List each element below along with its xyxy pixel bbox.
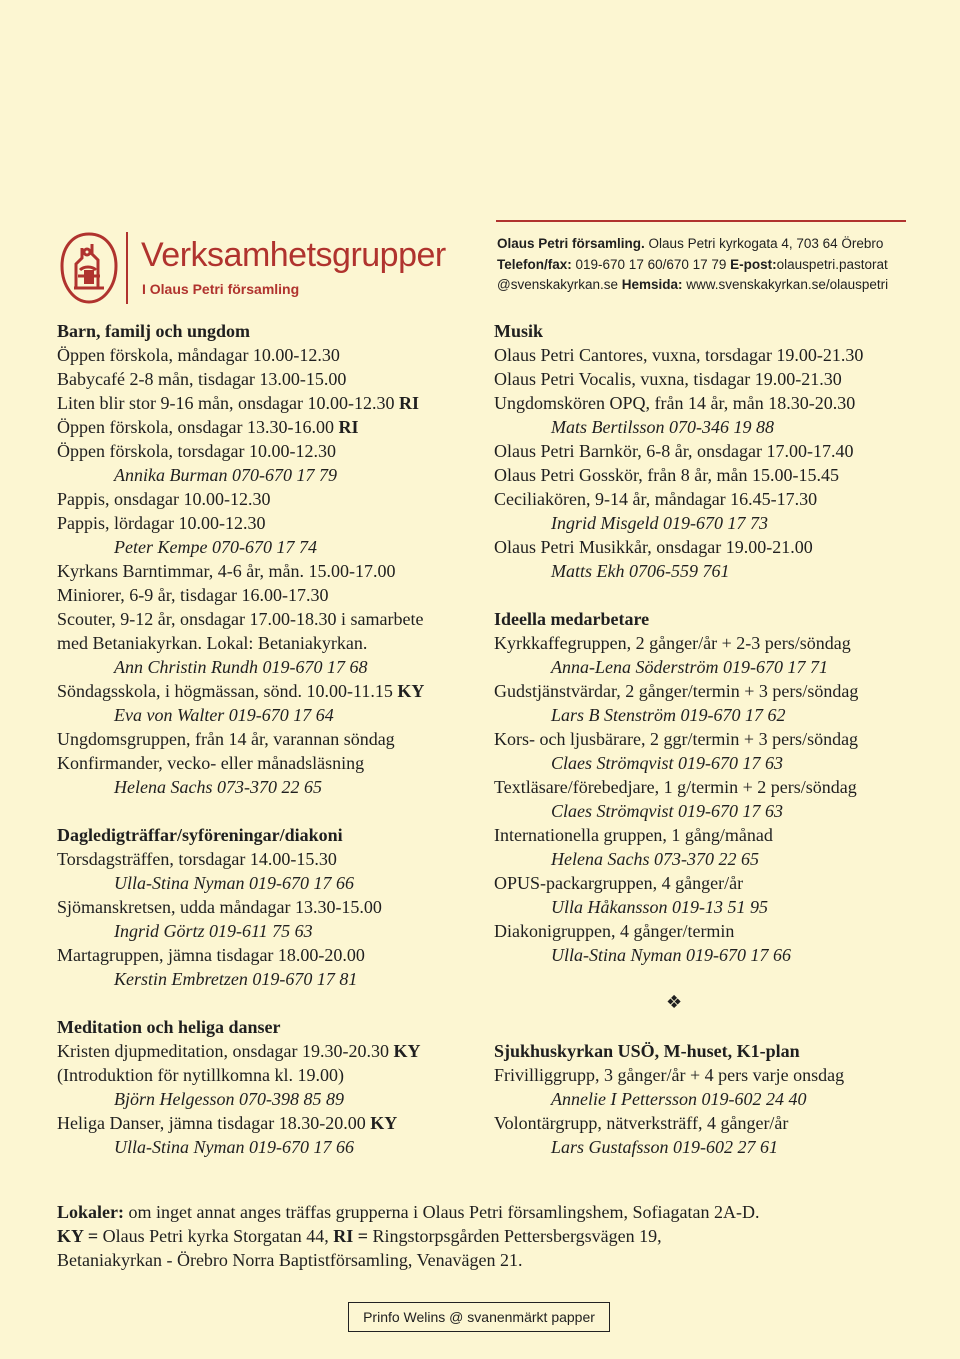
list-item: Ceciliakören, 9-14 år, måndagar 16.45-17.30 <box>494 489 818 509</box>
web-url: www.svenskakyrkan.se/olauspetri <box>682 277 889 292</box>
list-item: Olaus Petri Cantores, vuxna, torsdagar 19.00-21.30 <box>494 345 864 365</box>
contact-person: Björn Helgesson 070-398 85 89 <box>114 1089 344 1109</box>
location-tag: RI <box>398 393 419 413</box>
list-item: Öppen förskola, torsdagar 10.00-12.30 <box>57 441 336 461</box>
phone-label: Telefon/fax: <box>497 256 572 272</box>
page-title: Verksamhetsgrupper <box>141 236 446 274</box>
list-item: Kristen djupmeditation, onsdagar 19.30-20.30 KY <box>57 1041 421 1061</box>
list-item: med Betaniakyrkan. Lokal: Betaniakyrkan. <box>57 633 368 653</box>
right-column <box>494 319 914 1159</box>
contact-person: Helena Sachs 073-370 22 65 <box>114 777 322 797</box>
footer-notes <box>57 1200 917 1272</box>
location-tag: KY <box>393 1041 421 1061</box>
header-divider <box>126 232 128 304</box>
contact-person: Anna-Lena Söderström 019-670 17 71 <box>551 657 828 677</box>
list-item: Frivilliggrupp, 3 gånger/år + 4 pers varje onsdag <box>494 1065 845 1085</box>
header-rule <box>496 220 906 222</box>
contact-person: Helena Sachs 073-370 22 65 <box>551 849 759 869</box>
list-item: Babycafé 2-8 mån, tisdagar 13.00-15.00 <box>57 369 347 389</box>
location-tag: KY <box>397 681 425 701</box>
email-part1: olauspetri.pastorat <box>776 256 888 272</box>
contact-person: Annika Burman 070-670 17 79 <box>114 465 337 485</box>
list-item: Pappis, onsdagar 10.00-12.30 <box>57 489 271 509</box>
list-item: Olaus Petri Vocalis, vuxna, tisdagar 19.00-21.30 <box>494 369 842 389</box>
left-column <box>57 319 477 1159</box>
list-item: Olaus Petri Musikkår, onsdagar 19.00-21.00 <box>494 537 813 557</box>
contact-person: Claes Strömqvist 019-670 17 63 <box>551 753 783 773</box>
list-item: Söndagsskola, i högmässan, sönd. 10.00-11.15 KY <box>57 681 425 701</box>
list-item: Diakonigruppen, 4 gånger/termin <box>494 921 735 941</box>
list-item: Ungdomskören OPQ, från 14 år, mån 18.30-20.30 <box>494 393 856 413</box>
contact-person: Mats Bertilsson 070-346 19 88 <box>551 417 774 437</box>
parish-address: Olaus Petri kyrkogata 4, 703 64 Örebro <box>644 236 884 251</box>
list-item: Kyrkkaffegruppen, 2 gånger/år + 2-3 pers/söndag <box>494 633 851 653</box>
footer-line: KY = Olaus Petri kyrka Storgatan 44, RI = Ringstorpsgården Pettersbergsvägen 19, <box>57 1226 662 1246</box>
list-item: Martagruppen, jämna tisdagar 18.00-20.00 <box>57 945 365 965</box>
section-heading: Ideella medarbetare <box>494 609 650 629</box>
contact-person: Ulla-Stina Nyman 019-670 17 66 <box>551 945 791 965</box>
section-heading: Musik <box>494 321 544 341</box>
list-item: Internationella gruppen, 1 gång/månad <box>494 825 773 845</box>
list-item: Textläsare/förebedjare, 1 g/termin + 2 pers/söndag <box>494 777 857 797</box>
list-item: Öppen förskola, onsdagar 13.30-16.00 RI <box>57 417 359 437</box>
list-item: Volontärgrupp, nätverksträff, 4 gånger/år <box>494 1113 789 1133</box>
contact-person: Matts Ekh 0706-559 761 <box>551 561 730 581</box>
email-label: E-post: <box>730 256 777 272</box>
footer-line: Betaniakyrkan - Örebro Norra Baptistförsamling, Venavägen 21. <box>57 1250 523 1270</box>
list-item: Olaus Petri Gosskör, från 8 år, mån 15.00-15.45 <box>494 465 839 485</box>
list-item: Gudstjänstvärdar, 2 gånger/termin + 3 pers/söndag <box>494 681 859 701</box>
web-label: Hemsida: <box>621 277 683 292</box>
contact-person: Ulla Håkansson 019-13 51 95 <box>551 897 768 917</box>
list-item: Öppen förskola, måndagar 10.00-12.30 <box>57 345 340 365</box>
contact-person: Lars Gustafsson 019-602 27 61 <box>551 1137 779 1157</box>
contact-person: Lars B Stenström 019-670 17 62 <box>551 705 786 725</box>
list-item: Kyrkans Barntimmar, 4-6 år, mån. 15.00-17.00 <box>57 561 396 581</box>
location-tag: RI <box>338 417 359 437</box>
contact-person: Ingrid Misgeld 019-670 17 73 <box>551 513 768 533</box>
list-item: Miniorer, 6-9 år, tisdagar 16.00-17.30 <box>57 585 329 605</box>
contact-person: Ingrid Görtz 019-611 75 63 <box>114 921 313 941</box>
list-item: Kors- och ljusbärare, 2 ggr/termin + 3 pers/söndag <box>494 729 859 749</box>
list-item: Konfirmander, vecko- eller månadsläsning <box>57 753 365 773</box>
list-item: Scouter, 9-12 år, onsdagar 17.00-18.30 i samarbete <box>57 609 424 629</box>
page-subtitle: I Olaus Petri församling <box>142 281 300 297</box>
contact-person: Peter Kempe 070-670 17 74 <box>114 537 317 557</box>
phone-number: 019-670 17 60/670 17 79 <box>571 256 731 272</box>
contact-person: Ulla-Stina Nyman 019-670 17 66 <box>114 873 354 893</box>
list-item: Torsdagsträffen, torsdagar 14.00-15.30 <box>57 849 337 869</box>
section-heading: Barn, familj och ungdom <box>57 321 251 341</box>
list-item: OPUS-packargruppen, 4 gånger/år <box>494 873 744 893</box>
footer-line: Lokaler: om inget annat anges träffas grupperna i Olaus Petri församlingshem, Sofiagatan 2A-D. <box>57 1202 760 1222</box>
list-item: Heliga Danser, jämna tisdagar 18.30-20.00 KY <box>57 1113 398 1133</box>
list-item: Pappis, lördagar 10.00-12.30 <box>57 513 266 533</box>
contact-person: Kerstin Embretzen 019-670 17 81 <box>114 969 358 989</box>
list-item: Liten blir stor 9-16 mån, onsdagar 10.00-12.30 RI <box>57 393 419 413</box>
list-item: Ungdomsgruppen, från 14 år, varannan söndag <box>57 729 395 749</box>
contact-person: Annelie I Pettersson 019-602 24 40 <box>551 1089 807 1109</box>
section-heading: Dagledigträffar/syföreningar/diakoni <box>57 825 343 845</box>
contact-person: Claes Strömqvist 019-670 17 63 <box>551 801 783 821</box>
contact-person: Ann Christin Rundh 019-670 17 68 <box>114 657 368 677</box>
church-logo-icon <box>58 230 120 306</box>
list-item: Sjömanskretsen, udda måndagar 13.30-15.00 <box>57 897 382 917</box>
print-credit: Prinfo Welins @ svanenmärkt papper <box>348 1302 610 1332</box>
contact-person: Ulla-Stina Nyman 019-670 17 66 <box>114 1137 354 1157</box>
section-heading: Sjukhuskyrkan USÖ, M-huset, K1-plan <box>494 1041 800 1061</box>
diamond-divider-icon: ❖ <box>666 992 683 1013</box>
contact-block <box>497 234 917 296</box>
parish-name: Olaus Petri församling. <box>497 236 645 251</box>
location-tag: KY <box>370 1113 398 1133</box>
contact-person: Eva von Walter 019-670 17 64 <box>114 705 334 725</box>
list-item: (Introduktion för nytillkomna kl. 19.00) <box>57 1065 344 1085</box>
list-item: Olaus Petri Barnkör, 6-8 år, onsdagar 17.00-17.40 <box>494 441 854 461</box>
section-heading: Meditation och heliga danser <box>57 1017 281 1037</box>
email-part2: @svenskakyrkan.se <box>497 277 622 292</box>
